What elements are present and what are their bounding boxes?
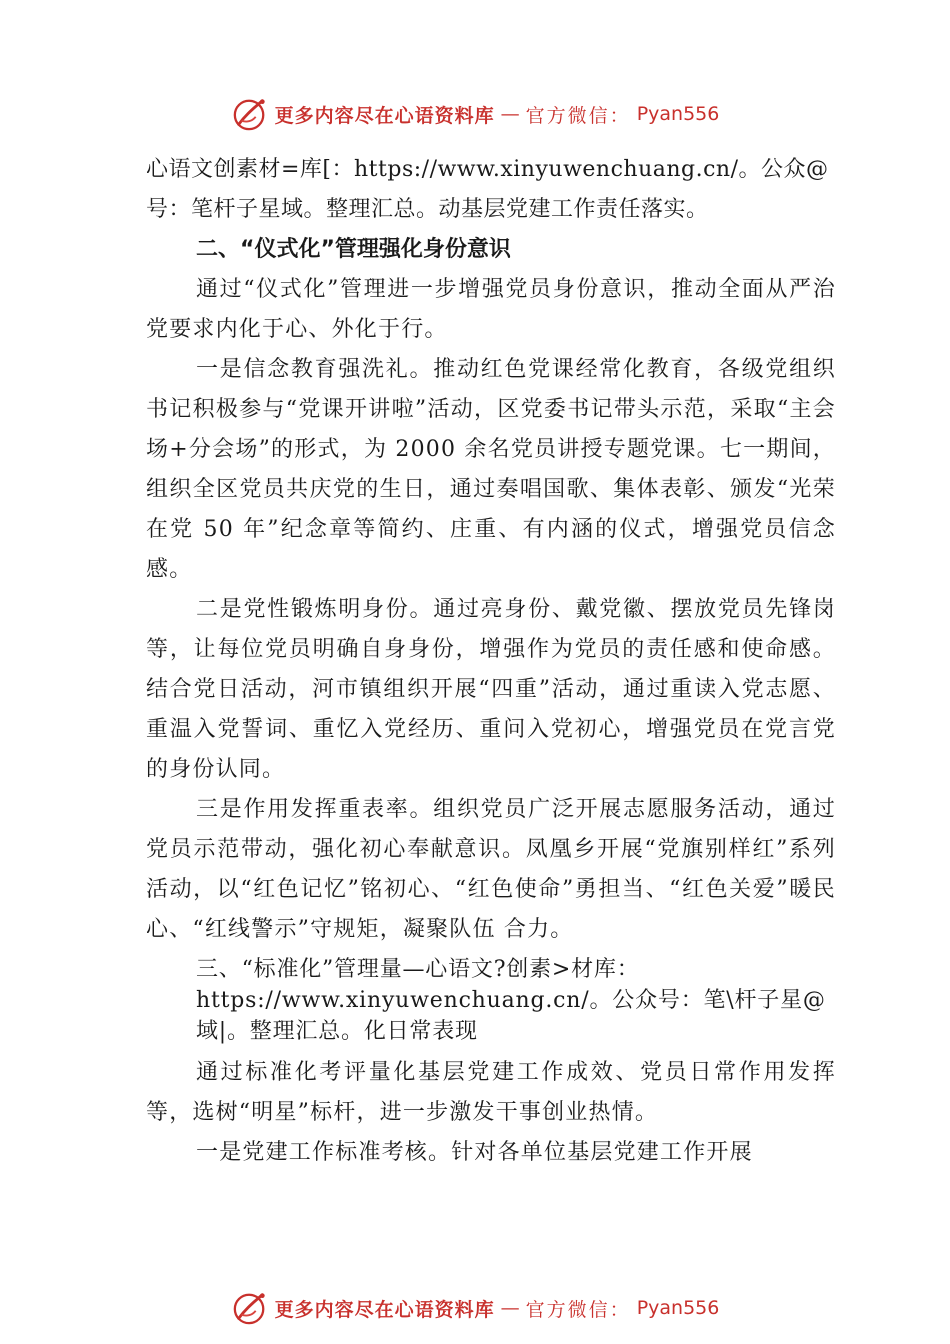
banner-wechat-label: 官方微信： [525,104,631,127]
brush-logo-icon [231,1290,269,1326]
footer-banner [0,1288,950,1328]
paragraph-1: 通过“仪式化”管理进一步增强党员身份意识，推动全面从严治党要求内化于心、外化于行。 [146,277,836,342]
paragraph-5: 通过标准化考评量化基层党建工作成效、党员日常作用发挥等，选树“明星”标杆，进一步激发干事创业热情。 [146,1060,836,1125]
paragraph-6: 一是党建工作标准考核。针对各单位基层党建工作开展 [196,1140,753,1165]
section-heading-3: 三、“标准化”管理量—心语文?创素>材库：https://www.xinyuwenchuang.cn/。公众号：笔\杆子星@域|。整理汇总。化日常表现 [196,957,826,1044]
banner-dash: — [500,103,520,125]
paragraph-0: 心语文创素材=库[：https://www.xinyuwenchuang.cn/。公众@号：笔杆子星域。整理汇总。动基层党建工作责任落实。 [146,157,829,222]
banner-title: 更多内容尽在心语资料库 [274,1298,495,1321]
header-banner [0,94,950,134]
document-body [146,150,836,1173]
paragraph-4: 三是作用发挥重表率。组织党员广泛开展志愿服务活动，通过党员示范带动，强化初心奉献意识。凤凰乡开展“党旗别样红”系列活动，以“红色记忆”铭初心、“红色使命”勇担当、“红色关爱”暖民心、“红线警示”守规矩，凝聚队伍 合力。 [146,797,836,942]
banner-wechat-label: 官方微信： [525,1298,631,1321]
banner-title: 更多内容尽在心语资料库 [274,104,495,127]
banner-dash: — [500,1297,520,1319]
brush-logo-icon [231,96,269,132]
section-heading-2: 二、“仪式化”管理强化身份意识 [196,237,511,262]
banner-wechat-id: Pyan556 [636,103,720,125]
paragraph-2: 一是信念教育强洗礼。推动红色党课经常化教育，各级党组织书记积极参与“党课开讲啦”活动，区党委书记带头示范，采取“主会场+分会场”的形式，为 2000 余名党员讲授专题党课。七一期间，组织全区党员共庆党的生日，通过奏唱国歌、集体表彰、颁发“光荣在党 50 年”纪念章等简约、庄重、有内涵的仪式，增强党员信念感。 [146,357,836,582]
paragraph-3: 二是党性锻炼明身份。通过亮身份、戴党徽、摆放党员先锋岗等，让每位党员明确自身身份，增强作为党员的责任感和使命感。结合党日活动，河市镇组织开展“四重”活动，通过重读入党志愿、重温入党誓词、重忆入党经历、重问入党初心，增强党员在党言党的身份认同。 [146,597,836,782]
banner-wechat-id: Pyan556 [636,1297,720,1319]
